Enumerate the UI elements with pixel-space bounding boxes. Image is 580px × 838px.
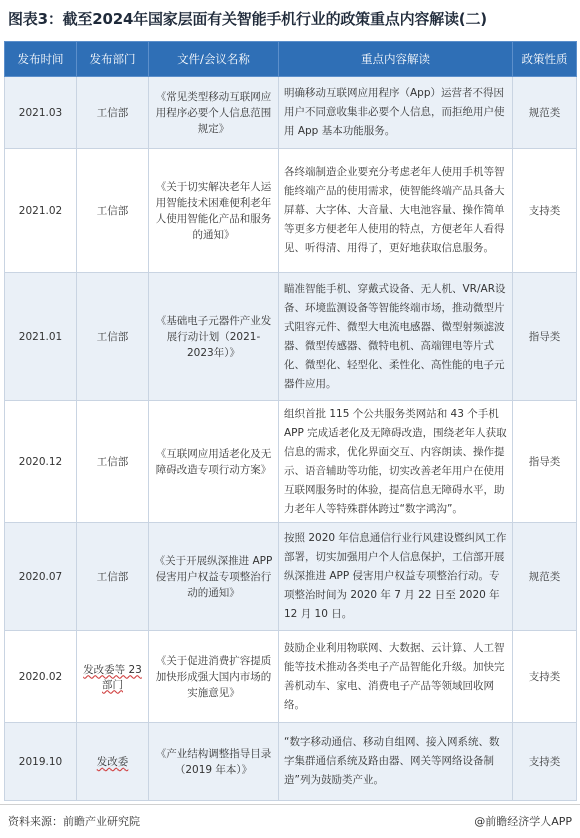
header-policy-nature: 政策性质 [513, 42, 577, 77]
cell-content: 按照 2020 年信息通信行业行风建设暨纠风工作部署，切实加强用户个人信息保护，工信部开展纵深推进 APP 侵害用户权益专项整治行动。专项整治时间为 2020 年 7 月 22 日至 2020 年 12 月 10 日。 [279, 523, 513, 631]
header-publish-dept: 发布部门 [77, 42, 149, 77]
source-note: 资料来源：前瞻产业研究院 [8, 815, 140, 828]
cell-time: 2020.07 [5, 523, 77, 631]
cell-content: 组织首批 115 个公共服务类网站和 43 个手机 APP 完成适老化及无障碍改造，围绕老年人获取信息的需求，优化界面交互、内容朗读、操作提示、语音辅助等功能，切实改善老年用户在使用互联网服务时的体验，提高信息无障碍水平，助力老年人等特殊群体跨过“数字鸿沟”。 [279, 401, 513, 523]
cell-nature: 支持类 [513, 149, 577, 273]
cell-content: 鼓励企业利用物联网、大数据、云计算、人工智能等技术推动各类电子产品智能化升级。加快完善机动车、家电、消费电子产品等领域回收网络。 [279, 631, 513, 723]
cell-dept: 工信部 [77, 77, 149, 149]
cell-dept-text: 发改委 [96, 756, 129, 768]
table-row [5, 723, 577, 801]
cell-content: “数字移动通信、移动自组网、接入网系统、数字集群通信系统及路由器、网关等网络设备制造”列为鼓励类产业。 [279, 723, 513, 801]
cell-dept [77, 631, 149, 723]
header-key-content: 重点内容解读 [279, 42, 513, 77]
cell-time: 2021.03 [5, 77, 77, 149]
cell-nature: 指导类 [513, 401, 577, 523]
cell-document: 《关于开展纵深推进 APP 侵害用户权益专项整治行动的通知》 [149, 523, 279, 631]
table-row [5, 631, 577, 723]
table-header-row [5, 42, 577, 77]
cell-content: 各终端制造企业要充分考虑老年人使用手机等智能终端产品的使用需求，使智能终端产品具备大屏幕、大字体、大音量、大电池容量、操作简单等更多方便老年人使用的特点，方便老年人看得见、听得清、用得了，更好地获取信息服务。 [279, 149, 513, 273]
cell-nature: 指导类 [513, 273, 577, 401]
chart-title: 图表3：截至2024年国家层面有关智能手机行业的政策重点内容解读(二) [8, 10, 487, 28]
cell-time: 2020.12 [5, 401, 77, 523]
cell-document: 《产业结构调整指导目录（2019 年本）》 [149, 723, 279, 801]
cell-time: 2019.10 [5, 723, 77, 801]
cell-document: 《关于促进消费扩容提质加快形成强大国内市场的实施意见》 [149, 631, 279, 723]
table-row [5, 523, 577, 631]
cell-time: 2020.02 [5, 631, 77, 723]
header-document-name: 文件/会议名称 [149, 42, 279, 77]
cell-document: 《基础电子元器件产业发展行动计划（2021-2023年）》 [149, 273, 279, 401]
table-row [5, 401, 577, 523]
cell-nature: 规范类 [513, 523, 577, 631]
cell-document: 《常见类型移动互联网应用程序必要个人信息范围规定》 [149, 77, 279, 149]
cell-dept: 工信部 [77, 149, 149, 273]
table-row [5, 273, 577, 401]
cell-content: 瞄准智能手机、穿戴式设备、无人机、VR/AR设备、环境监测设备等智能终端市场，推动微型片式阻容元件、微型大电流电感器、微型射频滤波器、微型传感器、微特电机、高端锂电等片式化、微型化、轻型化、柔性化、高性能的电子元器件应用。 [279, 273, 513, 401]
cell-nature: 规范类 [513, 77, 577, 149]
policy-table [4, 41, 577, 801]
cell-dept-text: 发改委等 23 部门 [83, 663, 142, 691]
cell-nature: 支持类 [513, 631, 577, 723]
cell-dept: 工信部 [77, 273, 149, 401]
cell-dept [77, 723, 149, 801]
cell-time: 2021.02 [5, 149, 77, 273]
cell-dept: 工信部 [77, 523, 149, 631]
cell-content: 明确移动互联网应用程序（App）运营者不得因用户不同意收集非必要个人信息，而拒绝用户使用 App 基本功能服务。 [279, 77, 513, 149]
footer [0, 804, 580, 838]
table-row [5, 77, 577, 149]
brand-credit: @前瞻经济学人APP [474, 815, 572, 828]
cell-dept: 工信部 [77, 401, 149, 523]
cell-time: 2021.01 [5, 273, 77, 401]
policy-table-wrapper [4, 41, 576, 801]
table-row [5, 149, 577, 273]
cell-document: 《互联网应用适老化及无障碍改造专项行动方案》 [149, 401, 279, 523]
cell-nature: 支持类 [513, 723, 577, 801]
header-publish-time: 发布时间 [5, 42, 77, 77]
cell-document: 《关于切实解决老年人运用智能技术困难便利老年人使用智能化产品和服务的通知》 [149, 149, 279, 273]
